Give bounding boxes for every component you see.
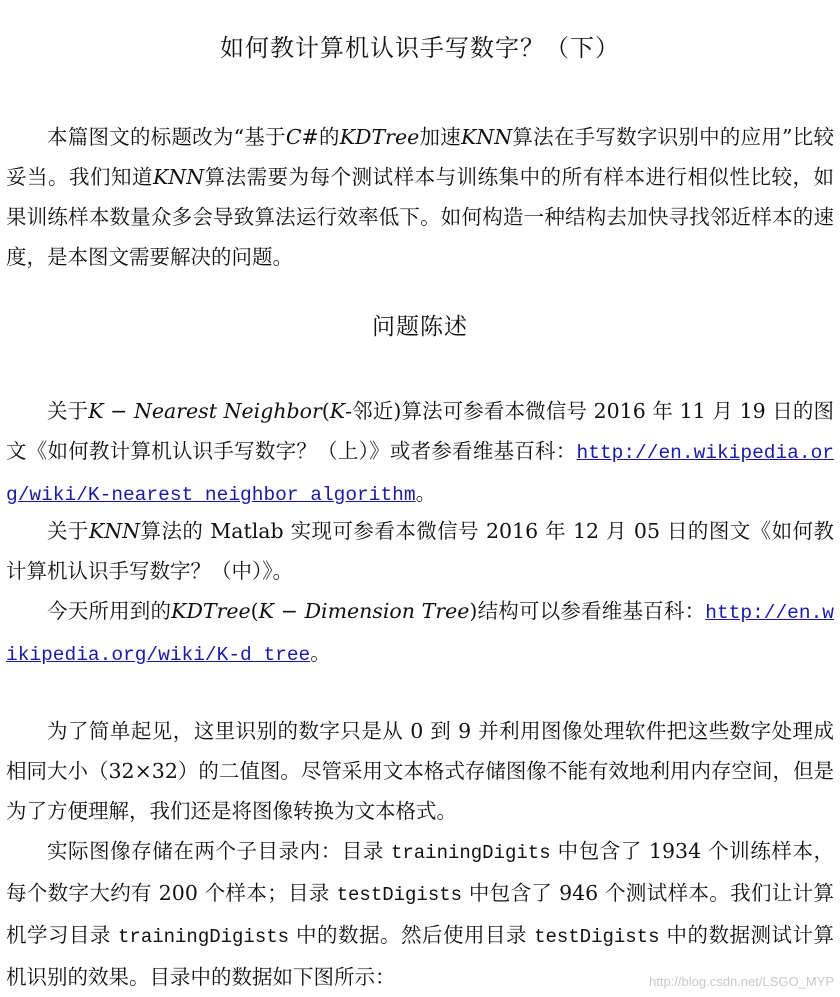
text-run: (	[321, 399, 330, 423]
kdtree-wikipedia-link[interactable]: http://en.wikipedia.org/wiki/K-d_tree	[6, 602, 834, 666]
watermark: http://blog.csdn.net/LSGO_MYP	[649, 974, 834, 989]
text-run: 关于	[47, 519, 89, 543]
text-run: 今天所用到的	[47, 599, 172, 623]
text-run: 算法在手写数字识别中的应用”比较妥当。我们知道	[6, 125, 835, 189]
text-run: 实际图像存储在两个子目录内：目录	[47, 839, 391, 863]
text-run: 中的数据。然后使用目录	[289, 923, 535, 947]
directory-name: testDigists	[336, 884, 463, 906]
directory-name: trainingDigists	[118, 926, 290, 948]
text-run: 关于	[47, 399, 89, 423]
math-term: K	[329, 399, 346, 423]
text-run: 中的数据测试计算机识别的效果。目录中的数据如下图所示：	[6, 923, 834, 989]
matlab-reference-paragraph	[6, 511, 834, 591]
directory-name: trainingDigits	[390, 842, 551, 864]
math-term: K − Nearest Neighbor	[88, 399, 322, 423]
text-run: 中包含了 1934 个训练样本，每个数字大约有 200 个样本；目录	[6, 839, 834, 905]
math-term: KDTree	[171, 599, 251, 623]
math-term: K − Dimension Tree	[258, 599, 470, 623]
intro-paragraph	[6, 117, 834, 277]
knn-reference-paragraph	[6, 391, 834, 515]
math-term: KNN	[88, 519, 141, 543]
directory-description-paragraph	[6, 831, 834, 997]
text-run: (	[250, 599, 259, 623]
text-run: 算法需要为每个测试样本与训练集中的所有样本进行相似性比较，如果训练样本数量众多会导致算法运行效率低下。如何构造一种结构去加快寻找邻近样本的速度，是本图文需要解决的问题。	[6, 165, 835, 269]
text-run: 的	[318, 125, 340, 149]
math-term: KNN	[152, 165, 205, 189]
digits-description-paragraph: 为了简单起见，这里识别的数字只是从 0 到 9 并利用图像处理软件把这些数字处理成相同大小（32×32）的二值图。尽管采用文本格式存储图像不能有效地利用内存空间，但是为了方便理解，我们还是将图像转换为文本格式。	[6, 719, 834, 823]
math-term: KNN	[460, 125, 513, 149]
knn-wikipedia-link[interactable]: http://en.wikipedia.org/wiki/K-nearest_neighbor_algorithm	[6, 442, 834, 506]
text-run: 加速	[419, 125, 461, 149]
directory-name: testDigists	[534, 926, 660, 948]
math-term: C#	[285, 125, 319, 149]
text-run: 本篇图文的标题改为“基于	[47, 125, 286, 149]
text-run: -邻近)算法可参看本微信号 2016 年 11 月 19 日的图文《如何教计算机认识手写数字？（上）》或者参看维基百科：	[6, 399, 834, 463]
kdtree-reference-paragraph	[6, 591, 834, 675]
text-run: 中包含了 946 个测试样本。我们让计算机学习目录	[6, 881, 834, 947]
text-run: )结构可以参看维基百科：	[469, 599, 706, 623]
text-run: 算法的 Matlab 实现可参看本微信号 2016 年 12 月 05 日的图文《如何教计算机认识手写数字？（中）》。	[6, 519, 834, 583]
text-run: 。	[415, 481, 437, 505]
page-title: 如何教计算机认识手写数字？（下）	[220, 34, 620, 62]
text-run: 。	[310, 641, 331, 665]
math-term: KDTree	[339, 125, 420, 149]
section-heading: 问题陈述	[372, 314, 468, 340]
